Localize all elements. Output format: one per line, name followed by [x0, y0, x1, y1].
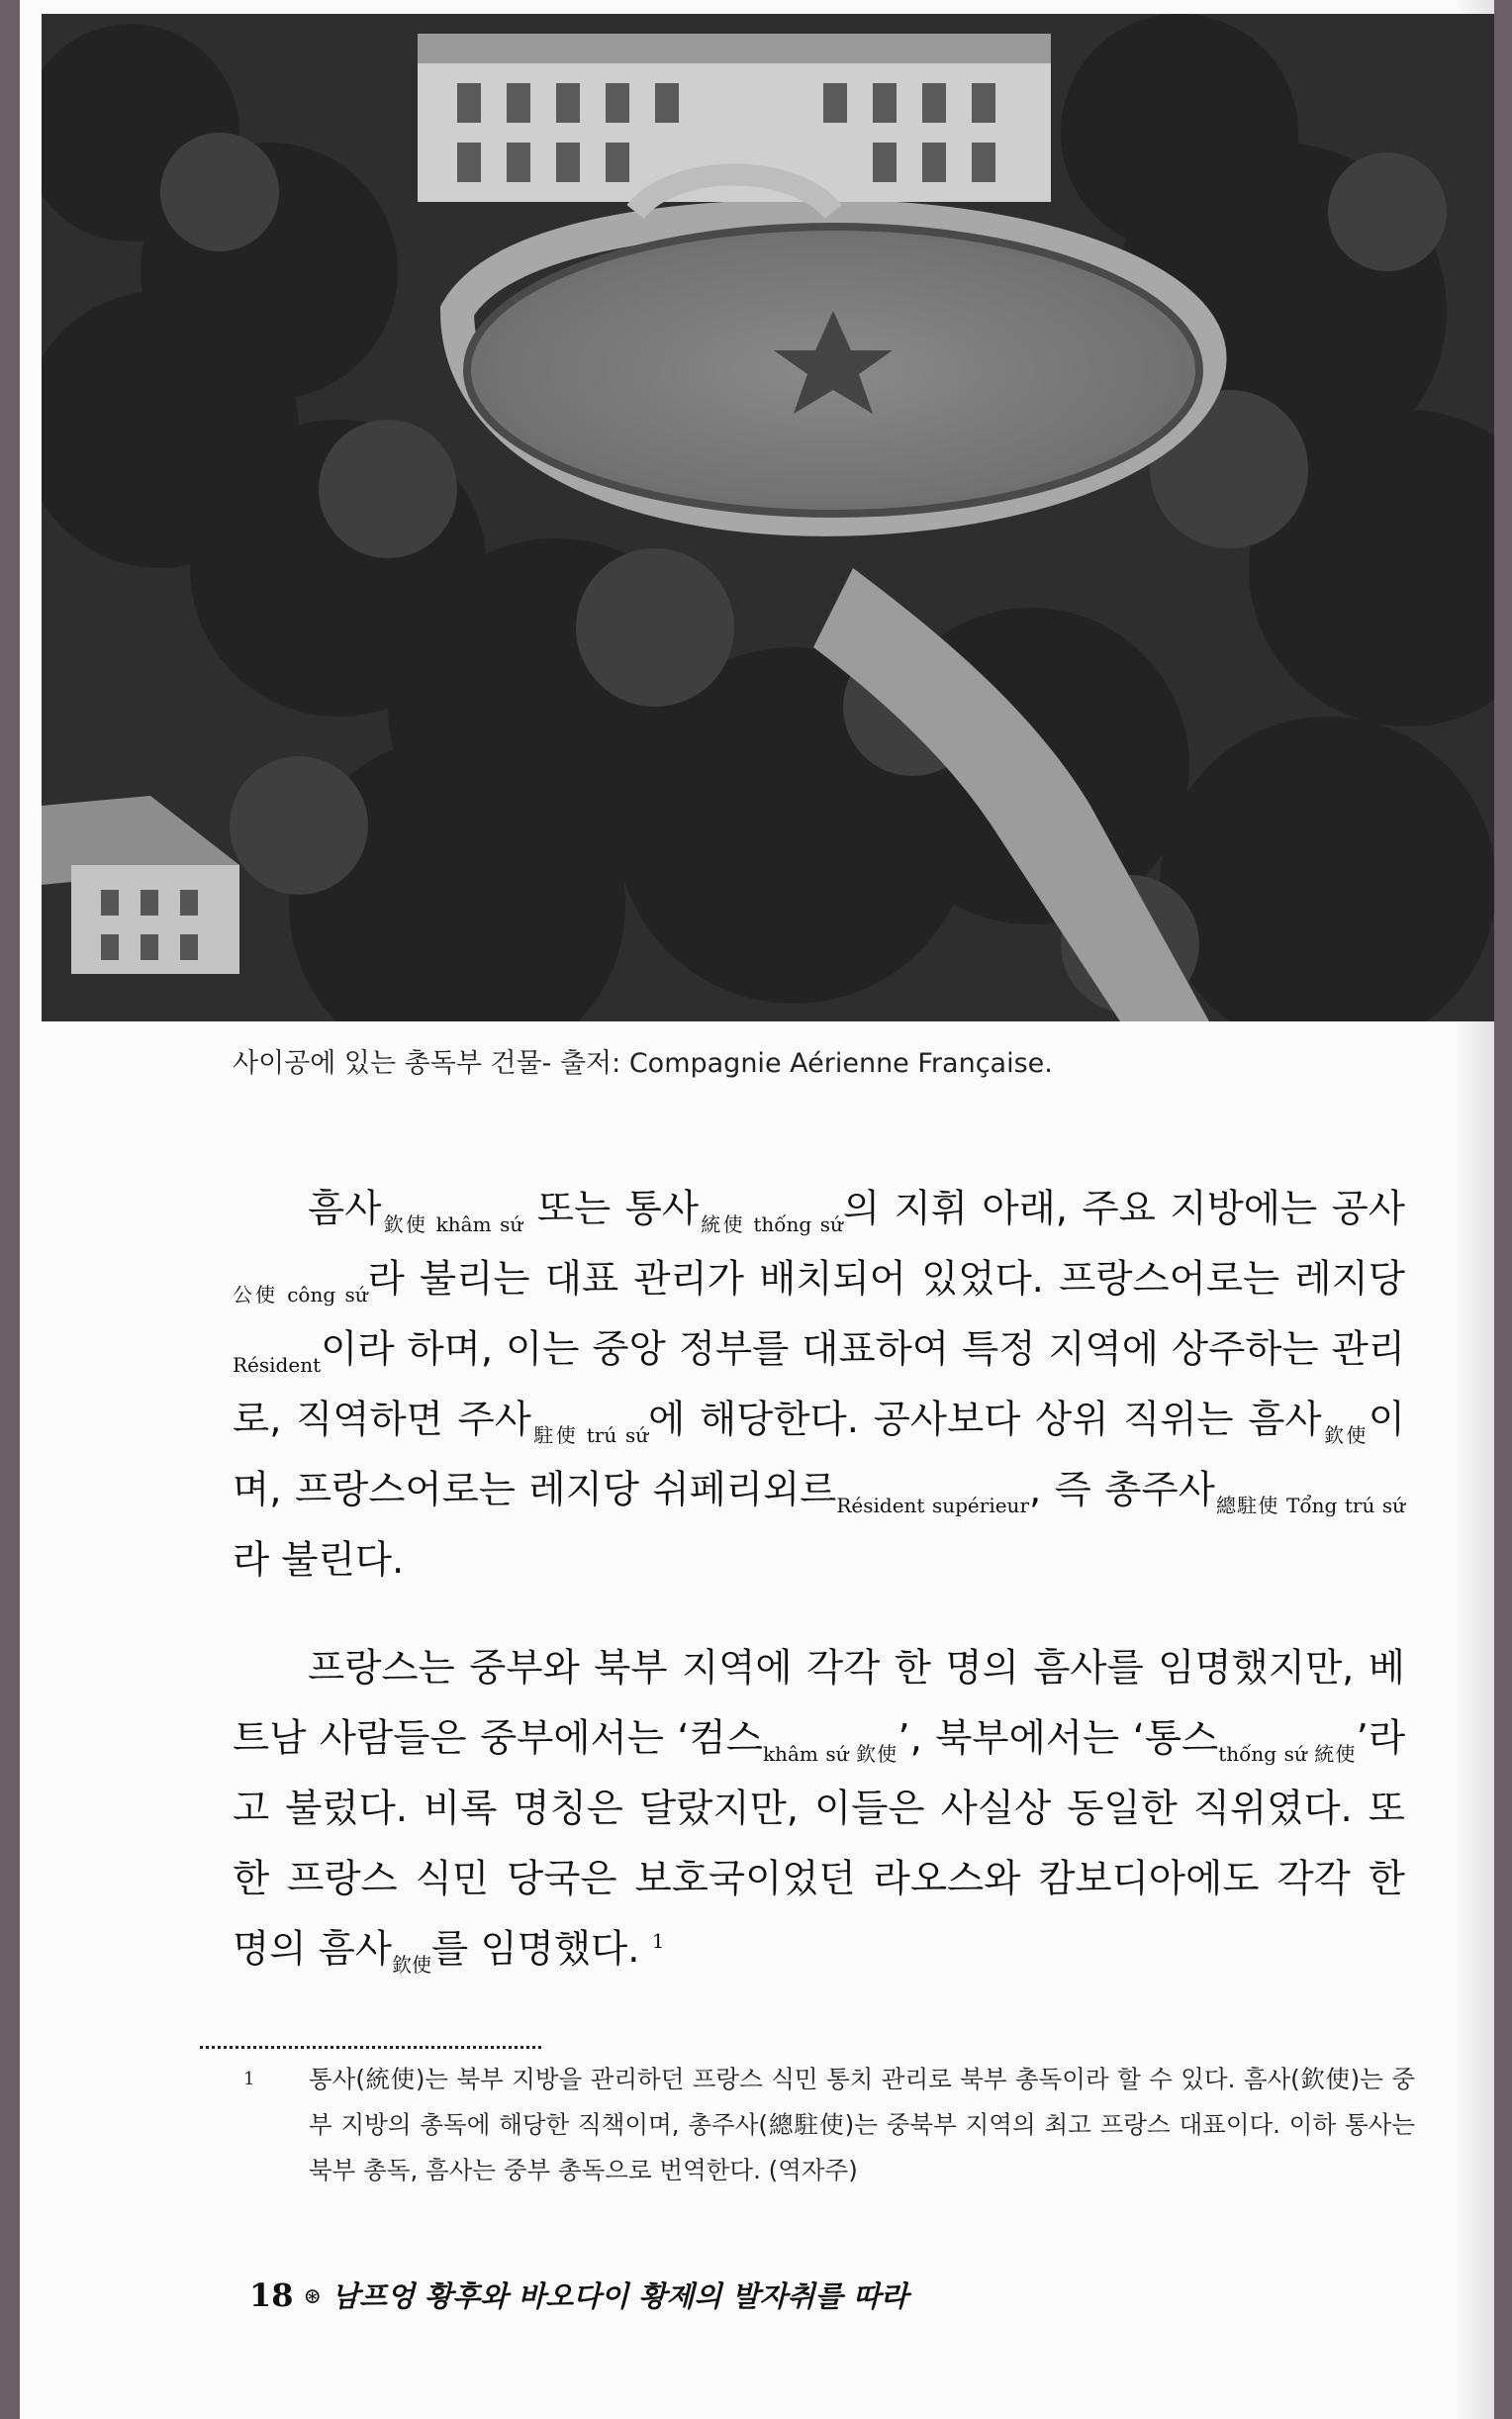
p1-text-8: , 즉 총주사: [1029, 1468, 1215, 1512]
paragraph-1: [233, 1174, 1405, 1596]
p1-annot-6: 欽使: [1321, 1423, 1369, 1447]
p1-text-5: 이라 하며, 이는 중앙 정부를 대표하여 특정 지역에 상주하는 관리로, 직역하면 주사: [233, 1327, 1405, 1442]
p1-annot-4: Résident: [233, 1353, 322, 1377]
p1-text-4: 라 불리는 대표 관리가 배치되어 있었다. 프랑스어로는 레지당: [367, 1257, 1405, 1302]
p2-annot-1: khâm sứ 欽使: [762, 1742, 898, 1766]
palace-aerial-illustration: [42, 14, 1494, 1021]
p2-text-3: ’라고 불렀다. 비록 명칭은 달랐지만, 이들은 사실상 동일한 직위였다. 또한 프랑스 식민 당국은 보호국이었던 라오스와 캄보디아에도 각각 한 명의 흠사: [233, 1716, 1406, 1972]
p1-annot-1: 欽使 khâm sứ: [381, 1212, 523, 1236]
p2-text-1: 프랑스는 중부와 북부 지역에 각각 한 명의 흠사를 임명했지만, 베트남 사람들은 중부에서는 ‘컴스: [233, 1646, 1405, 1761]
paragraph-2: [233, 1633, 1405, 1984]
footnote-number: 1: [243, 2069, 255, 2089]
caption-source: Compagnie Aérienne Française.: [628, 1048, 1053, 1079]
p2-text-2: ’, 북부에서는 ‘통스: [898, 1716, 1219, 1761]
folio-ornament-icon: ⊛: [303, 2284, 322, 2309]
p1-annot-3: 公使 công sứ: [233, 1283, 368, 1306]
p1-annot-2: 統使 thống sứ: [699, 1212, 843, 1236]
p1-annot-7: Résident supérieur: [836, 1494, 1030, 1517]
footnote: [243, 2057, 1415, 2193]
p2-annot-2: thống sứ 統使: [1218, 1742, 1357, 1766]
page-footer: [249, 2274, 908, 2315]
footnote-reference[interactable]: 1: [651, 1929, 665, 1953]
p1-text-1: 흠사: [308, 1187, 382, 1231]
p1-text-3: 의 지휘 아래, 주요 지방에는 공사: [842, 1187, 1405, 1231]
p1-text-7: 이며, 프랑스어로는 레지당 쉬페리외르: [233, 1398, 1405, 1512]
caption-korean: 사이공에 있는 총독부 건물- 출저:: [233, 1048, 629, 1079]
running-title: 남프엉 황후와 바오다이 황제의 발자취를 따라: [331, 2279, 908, 2313]
p2-annot-3: 欽使: [392, 1953, 432, 1977]
footnote-text: 통사(統使)는 북부 지방을 관리하던 프랑스 식민 통치 관리로 북부 총독이라 할 수 있다. 흠사(欽使)는 중부 지방의 총독에 해당한 직책이며, 총주사(總駐使)는 중북부 지역의 최고 프랑스 대표이다. 이하 통사는 북부 총독, 흠사는 중부 총독으로 번역한다. (역자주): [309, 2065, 1415, 2184]
p1-annot-5: 駐使 trú sứ: [530, 1423, 649, 1447]
p1-text-6: 에 해당한다. 공사보다 상위 직위는 흠사: [648, 1398, 1322, 1442]
p2-text-4: 를 임명했다.: [431, 1927, 640, 1972]
p1-text-2: 또는 통사: [522, 1187, 700, 1231]
page-number: 18: [249, 2276, 294, 2314]
p1-annot-8: 總駐使 Tổng trú sứ: [1214, 1494, 1405, 1517]
p1-text-9: 라 불린다.: [233, 1538, 405, 1583]
palace-aerial-photo: [42, 14, 1494, 1021]
footnote-divider: [200, 2046, 541, 2049]
photo-caption: [233, 1041, 1053, 1080]
main-text: [233, 1174, 1405, 1984]
book-page: [20, 0, 1494, 2419]
